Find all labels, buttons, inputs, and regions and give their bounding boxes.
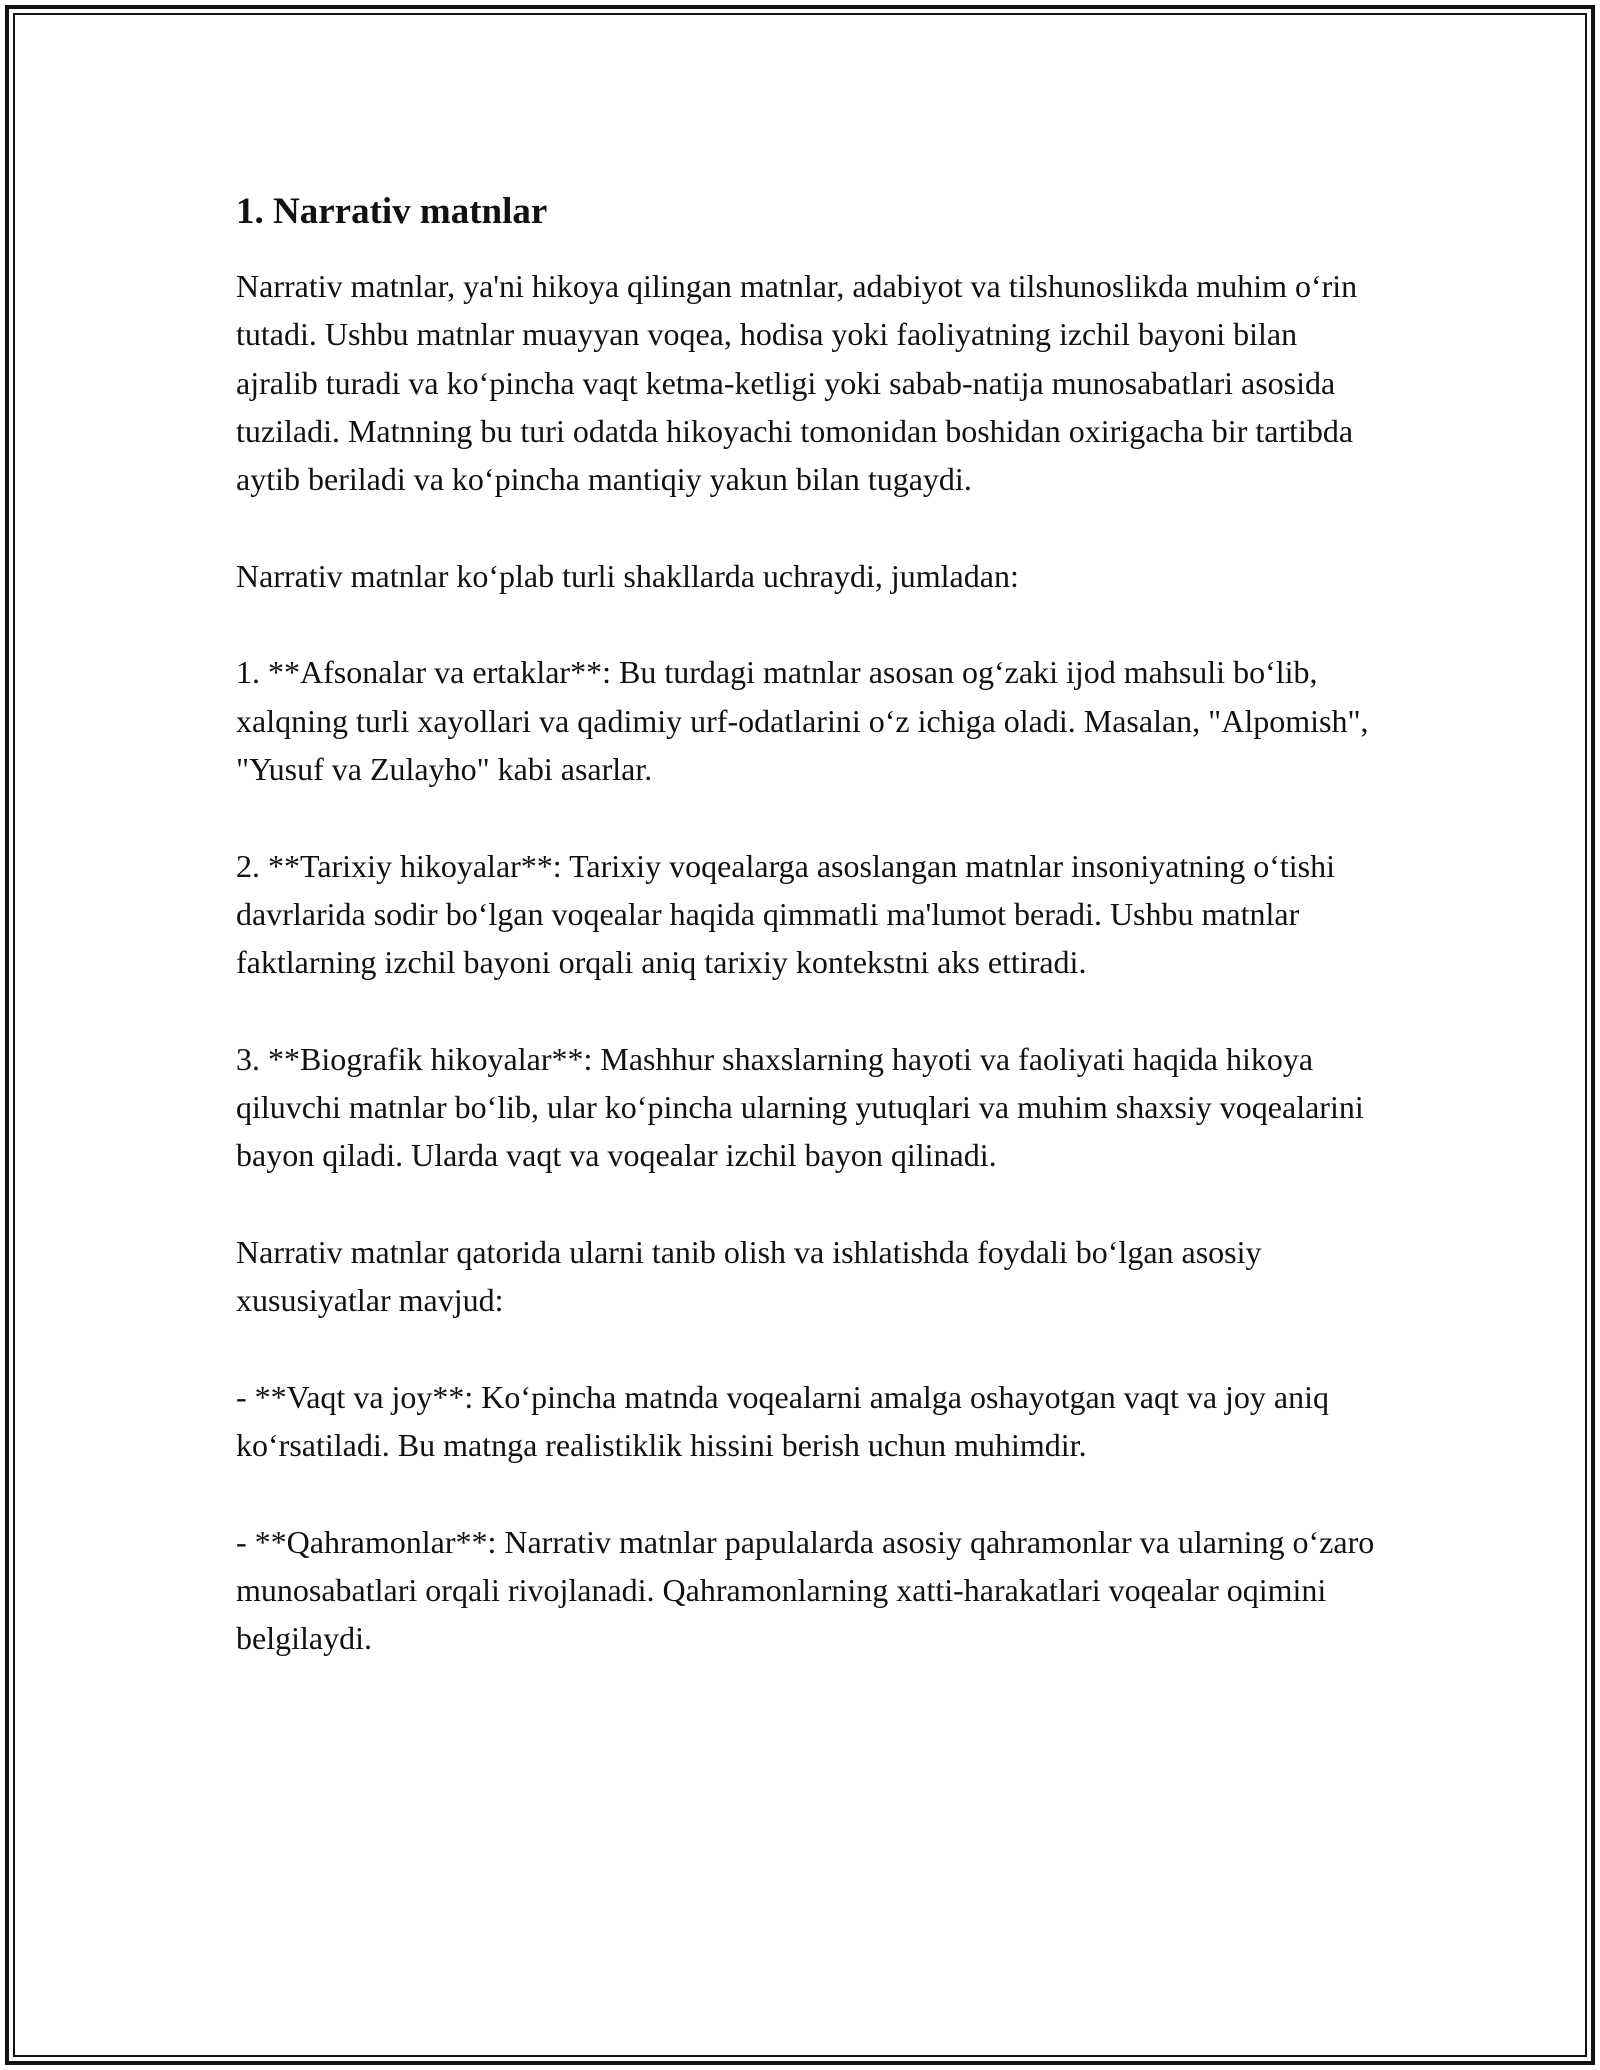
list-item-legends: 1. **Afsonalar va ertaklar**: Bu turdagi matnlar asosan og‘zaki ijod mahsuli bo‘lib, xalqning turli xayollari va qadimiy urf-odatlarini o‘z ichiga oladi. Masalan, "Alpomish", "Yusuf va Zulayho" kabi asarlar. bbox=[236, 654, 1369, 787]
feature-characters: - **Qahramonlar**: Narrativ matnlar papulalarda asosiy qahramonlar va ularning o‘zaro munosabatlari orqali rivojlanadi. Qahramonlarning xatti-harakatlari voqealar oqimini belgilaydi. bbox=[236, 1523, 1375, 1657]
intro-paragraph: Narrativ matnlar, ya'ni hikoya qilingan matnlar, adabiyot va tilshunoslikda muhim o‘rin tutadi. Ushbu matnlar muayyan voqea, hodisa yoki faoliyatning izchil bayoni bilan ajralib turadi va ko‘pincha vaqt ketma-ketligi yoki sabab-natija munosabatlari asosida tuziladi. Matnning bu turi odatda hikoyachi tomonidan boshidan oxirigacha bir tartibda aytib beriladi va ko‘pincha mantiqiy yakun bilan tugaydi. bbox=[236, 268, 1358, 498]
list-item-historical: 2. **Tarixiy hikoyalar**: Tarixiy voqealarga asoslangan matnlar insoniyatning o‘tishi davrlarida sodir bo‘lgan voqealar haqida qimmatli ma'lumot beradi. Ushbu matnlar faktlarning izchil bayoni orqali aniq tarixiy kontekstni aks ettiradi. bbox=[236, 847, 1335, 981]
forms-intro-paragraph: Narrativ matnlar ko‘plab turli shakllarda uchraydi, jumladan: bbox=[236, 557, 1019, 594]
list-item-biographical: 3. **Biografik hikoyalar**: Mashhur shaxslarning hayoti va faoliyati haqida hikoya qiluvchi matnlar bo‘lib, ular ko‘pincha ularning yutuqlari va muhim shaxsiy voqealarini bayon qiladi. Ularda vaqt va voqealar izchil bayon qilinadi. bbox=[236, 1040, 1364, 1174]
document-body bbox=[236, 188, 1376, 1663]
features-intro-paragraph: Narrativ matnlar qatorida ularni tanib olish va ishlatishda foydali bo‘lgan asosiy xususiyatlar mavjud: bbox=[236, 1233, 1262, 1319]
feature-time-place: - **Vaqt va joy**: Ko‘pincha matnda voqealarni amalga oshayotgan vaqt va joy aniq ko‘rsatiladi. Bu matnga realistiklik hissini berish uchun muhimdir. bbox=[236, 1378, 1330, 1464]
section-heading: 1. Narrativ matnlar bbox=[236, 191, 548, 232]
